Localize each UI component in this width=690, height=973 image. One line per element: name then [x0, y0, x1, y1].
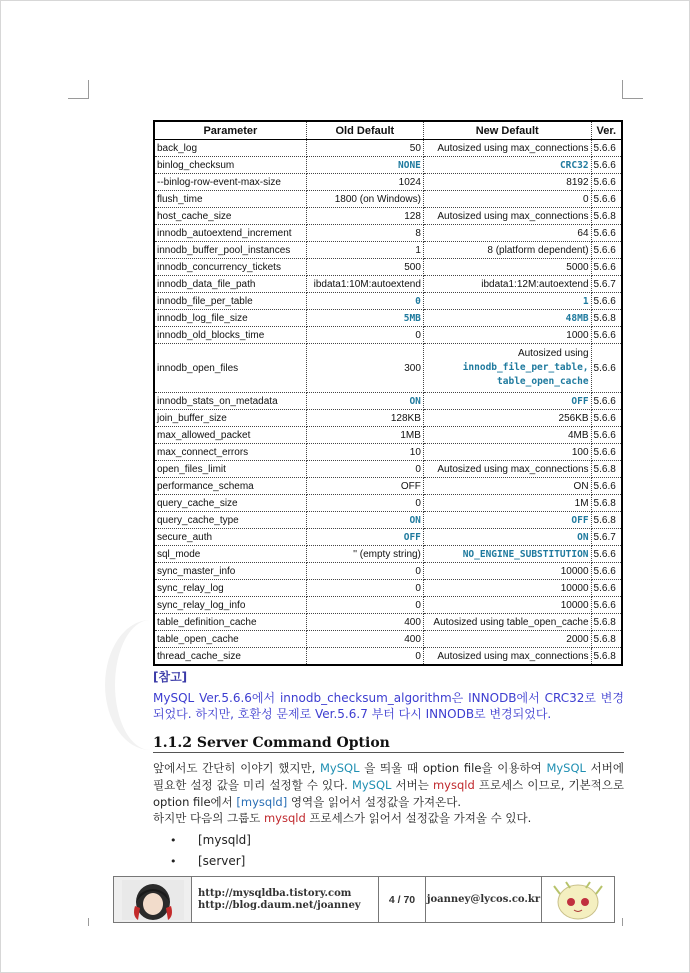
- new-default-cell: ibdata1:12M:autoextend: [423, 276, 591, 293]
- new-default-cell: 256KB: [423, 410, 591, 427]
- version-cell: 5.6.8: [591, 512, 622, 529]
- column-header: Parameter: [154, 121, 306, 140]
- new-default-cell: 1000: [423, 327, 591, 344]
- table-row: [154, 157, 622, 174]
- footer-urls: [192, 877, 379, 922]
- table-row: [154, 444, 622, 461]
- parameter-cell: innodb_concurrency_tickets: [154, 259, 306, 276]
- old-default-cell: 1: [306, 242, 423, 259]
- old-default-cell: 500: [306, 259, 423, 276]
- table-row: [154, 495, 622, 512]
- mysqld-keyword: mysqld: [432, 778, 475, 792]
- page-number: 4 / 70: [379, 877, 426, 922]
- version-cell: 5.6.7: [591, 529, 622, 546]
- parameter-cell: flush_time: [154, 191, 306, 208]
- parameter-cell: open_files_limit: [154, 461, 306, 478]
- section-title: 1.1.2 Server Command Option: [153, 735, 624, 753]
- version-cell: 5.6.6: [591, 293, 622, 310]
- new-default-cell: ON: [423, 529, 591, 546]
- new-default-cell: 0: [423, 191, 591, 208]
- table-row: [154, 276, 622, 293]
- parameter-cell: binlog_checksum: [154, 157, 306, 174]
- parameter-defaults-table: [153, 120, 623, 666]
- old-default-cell: 128KB: [306, 410, 423, 427]
- new-default-cell: 1M: [423, 495, 591, 512]
- version-cell: 5.6.8: [591, 461, 622, 478]
- old-default-cell: 50: [306, 140, 423, 157]
- column-header: New Default: [423, 121, 591, 140]
- table-row: [154, 174, 622, 191]
- parameter-cell: sync_relay_log: [154, 580, 306, 597]
- table-row: [154, 597, 622, 614]
- version-cell: 5.6.8: [591, 631, 622, 648]
- table-row: [154, 225, 622, 242]
- table-row: [154, 512, 622, 529]
- version-cell: 5.6.6: [591, 174, 622, 191]
- version-cell: 5.6.8: [591, 310, 622, 327]
- author-avatar-icon: [122, 880, 184, 920]
- mascot-image: [542, 877, 614, 922]
- parameter-cell: query_cache_size: [154, 495, 306, 512]
- new-default-cell: CRC32: [423, 157, 591, 174]
- new-default-cell: Autosized using table_open_cache: [423, 614, 591, 631]
- parameter-cell: innodb_file_per_table: [154, 293, 306, 310]
- new-default-cell: 100: [423, 444, 591, 461]
- crop-mark-bottom-left: [88, 918, 89, 926]
- old-default-cell: 0: [306, 293, 423, 310]
- parameter-cell: performance_schema: [154, 478, 306, 495]
- version-cell: 5.6.8: [591, 495, 622, 512]
- new-default-cell: Autosized using max_connections: [423, 140, 591, 157]
- table-row: [154, 259, 622, 276]
- old-default-cell: 400: [306, 631, 423, 648]
- version-cell: 5.6.6: [591, 327, 622, 344]
- crop-mark-top-left: [68, 80, 89, 99]
- parameter-cell: max_connect_errors: [154, 444, 306, 461]
- version-cell: 5.6.6: [591, 242, 622, 259]
- table-header-row: [154, 121, 622, 140]
- table-row: [154, 631, 622, 648]
- table-row: [154, 648, 622, 666]
- parameter-cell: max_allowed_packet: [154, 427, 306, 444]
- old-default-cell: ON: [306, 512, 423, 529]
- table-row: [154, 242, 622, 259]
- new-default-cell: 1: [423, 293, 591, 310]
- table-row: [154, 478, 622, 495]
- mysql-keyword: MySQL: [319, 761, 360, 775]
- old-default-cell: 0: [306, 495, 423, 512]
- parameter-cell: innodb_data_file_path: [154, 276, 306, 293]
- mysqld-keyword: mysqld: [263, 811, 306, 825]
- note-body: MySQL Ver.5.6.6에서 innodb_checksum_algorithm은 INNODB에서 CRC32로 변경되었다. 하지만, 호환성 문제로 Ver.5.6.7 부터 다시 INNODB로 변경되었다.: [153, 691, 624, 721]
- parameter-cell: table_open_cache: [154, 631, 306, 648]
- new-default-cell: NO_ENGINE_SUBSTITUTION: [423, 546, 591, 563]
- table-row: [154, 563, 622, 580]
- old-default-cell: 1800 (on Windows): [306, 191, 423, 208]
- mysql-keyword: MySQL: [546, 761, 586, 775]
- new-default-cell: Autosized using max_connections: [423, 461, 591, 478]
- version-cell: 5.6.6: [591, 410, 622, 427]
- mysqld-group-keyword: [mysqld]: [236, 795, 288, 809]
- parameter-cell: thread_cache_size: [154, 648, 306, 666]
- table-row: [154, 140, 622, 157]
- paragraph-groups: 하지만 다음의 그룹도 mysqld 프로세스가 읽어서 설정값을 가져올 수 있다.: [153, 811, 532, 825]
- table-row: [154, 580, 622, 597]
- old-default-cell: 0: [306, 648, 423, 666]
- parameter-cell: host_cache_size: [154, 208, 306, 225]
- new-default-cell: 64: [423, 225, 591, 242]
- new-default-cell: OFF: [423, 393, 591, 410]
- version-cell: 5.6.8: [591, 614, 622, 631]
- old-default-cell: OFF: [306, 529, 423, 546]
- mysql-keyword: MySQL: [351, 778, 392, 792]
- list-item-label: [server]: [198, 854, 246, 868]
- table-row: [154, 393, 622, 410]
- list-item-label: [mysqld]: [198, 833, 251, 847]
- table-row: [154, 427, 622, 444]
- parameter-cell: --binlog-row-event-max-size: [154, 174, 306, 191]
- table-row: [154, 191, 622, 208]
- version-cell: 5.6.8: [591, 648, 622, 666]
- version-cell: 5.6.6: [591, 597, 622, 614]
- parameter-cell: sql_mode: [154, 546, 306, 563]
- footer-url-daum[interactable]: http://blog.daum.net/joanney: [198, 899, 361, 911]
- new-default-cell: 10000: [423, 580, 591, 597]
- old-default-cell: 0: [306, 461, 423, 478]
- version-cell: 5.6.6: [591, 444, 622, 461]
- version-cell: 5.6.7: [591, 276, 622, 293]
- old-default-cell: NONE: [306, 157, 423, 174]
- new-default-cell: 48MB: [423, 310, 591, 327]
- new-default-cell: 8192: [423, 174, 591, 191]
- list-item: [170, 830, 251, 851]
- version-cell: 5.6.6: [591, 580, 622, 597]
- version-cell: 5.6.6: [591, 157, 622, 174]
- version-cell: 5.6.6: [591, 563, 622, 580]
- old-default-cell: 0: [306, 563, 423, 580]
- parameter-cell: query_cache_type: [154, 512, 306, 529]
- parameter-cell: innodb_stats_on_metadata: [154, 393, 306, 410]
- old-default-cell: 1024: [306, 174, 423, 191]
- old-default-cell: 128: [306, 208, 423, 225]
- table-row: [154, 344, 622, 393]
- author-logo: [114, 877, 192, 922]
- table-row: [154, 208, 622, 225]
- old-default-cell: 400: [306, 614, 423, 631]
- parameter-cell: back_log: [154, 140, 306, 157]
- old-default-cell: 8: [306, 225, 423, 242]
- new-default-cell: Autosized using innodb_file_per_table, table_open_cache: [423, 344, 591, 393]
- old-default-cell: 300: [306, 344, 423, 393]
- parameter-cell: innodb_open_files: [154, 344, 306, 393]
- table-body: [154, 140, 622, 666]
- version-cell: 5.6.6: [591, 546, 622, 563]
- version-cell: 5.6.6: [591, 427, 622, 444]
- list-item: [170, 851, 251, 872]
- version-cell: 5.6.6: [591, 225, 622, 242]
- table-row: [154, 546, 622, 563]
- table-row: [154, 327, 622, 344]
- bullet-icon: •: [170, 834, 177, 847]
- new-default-cell: OFF: [423, 512, 591, 529]
- table-row: [154, 293, 622, 310]
- crop-mark-bottom-right: [622, 918, 623, 926]
- old-default-cell: 0: [306, 597, 423, 614]
- new-default-cell: 10000: [423, 597, 591, 614]
- table-row: [154, 410, 622, 427]
- paragraph-intro: 앞에서도 간단히 이야기 했지만, MySQL 을 띄울 때 option file을 이용하여 MySQL 서버에 필요한 설정 값을 미리 설정할 수 있다. MySQL 서버는 mysqld 프로세스 이므로, 기본적으로 option file에서 [mysqld] 영역을 읽어서 설정값을 가져온다.: [153, 761, 624, 809]
- option-group-list: [170, 830, 251, 872]
- parameter-cell: innodb_autoextend_increment: [154, 225, 306, 242]
- old-default-cell: 10: [306, 444, 423, 461]
- version-cell: 5.6.6: [591, 191, 622, 208]
- parameter-cell: secure_auth: [154, 529, 306, 546]
- version-cell: 5.6.6: [591, 393, 622, 410]
- new-default-cell: 4MB: [423, 427, 591, 444]
- parameter-cell: table_definition_cache: [154, 614, 306, 631]
- old-default-cell: ON: [306, 393, 423, 410]
- new-default-cell: Autosized using max_connections: [423, 208, 591, 225]
- new-default-cell: 5000: [423, 259, 591, 276]
- parameter-cell: innodb_buffer_pool_instances: [154, 242, 306, 259]
- version-cell: 5.6.6: [591, 140, 622, 157]
- parameter-cell: innodb_old_blocks_time: [154, 327, 306, 344]
- old-default-cell: 0: [306, 327, 423, 344]
- parameter-cell: sync_relay_log_info: [154, 597, 306, 614]
- page-footer: [113, 876, 615, 923]
- column-header: Ver.: [591, 121, 622, 140]
- parameter-cell: join_buffer_size: [154, 410, 306, 427]
- column-header: Old Default: [306, 121, 423, 140]
- table-row: [154, 614, 622, 631]
- bullet-icon: •: [170, 855, 177, 868]
- version-cell: 5.6.8: [591, 208, 622, 225]
- footer-email[interactable]: joanney@lycos.co.kr: [426, 877, 542, 922]
- new-default-cell: 10000: [423, 563, 591, 580]
- new-default-cell: ON: [423, 478, 591, 495]
- version-cell: 5.6.6: [591, 259, 622, 276]
- crop-mark-top-right: [622, 80, 643, 99]
- mascot-icon: [548, 880, 608, 920]
- new-default-cell: Autosized using max_connections: [423, 648, 591, 666]
- version-cell: 5.6.6: [591, 478, 622, 495]
- old-default-cell: ibdata1:10M:autoextend: [306, 276, 423, 293]
- new-default-cell: 2000: [423, 631, 591, 648]
- parameter-cell: sync_master_info: [154, 563, 306, 580]
- table-row: [154, 461, 622, 478]
- table-row: [154, 529, 622, 546]
- old-default-cell: 0: [306, 580, 423, 597]
- old-default-cell: 5MB: [306, 310, 423, 327]
- new-default-cell: 8 (platform dependent): [423, 242, 591, 259]
- old-default-cell: '' (empty string): [306, 546, 423, 563]
- footer-url-tistory[interactable]: http://mysqldba.tistory.com: [198, 887, 352, 899]
- table-row: [154, 310, 622, 327]
- old-default-cell: OFF: [306, 478, 423, 495]
- parameter-cell: innodb_log_file_size: [154, 310, 306, 327]
- old-default-cell: 1MB: [306, 427, 423, 444]
- note-heading: [참고]: [153, 670, 188, 684]
- version-cell: 5.6.6: [591, 344, 622, 393]
